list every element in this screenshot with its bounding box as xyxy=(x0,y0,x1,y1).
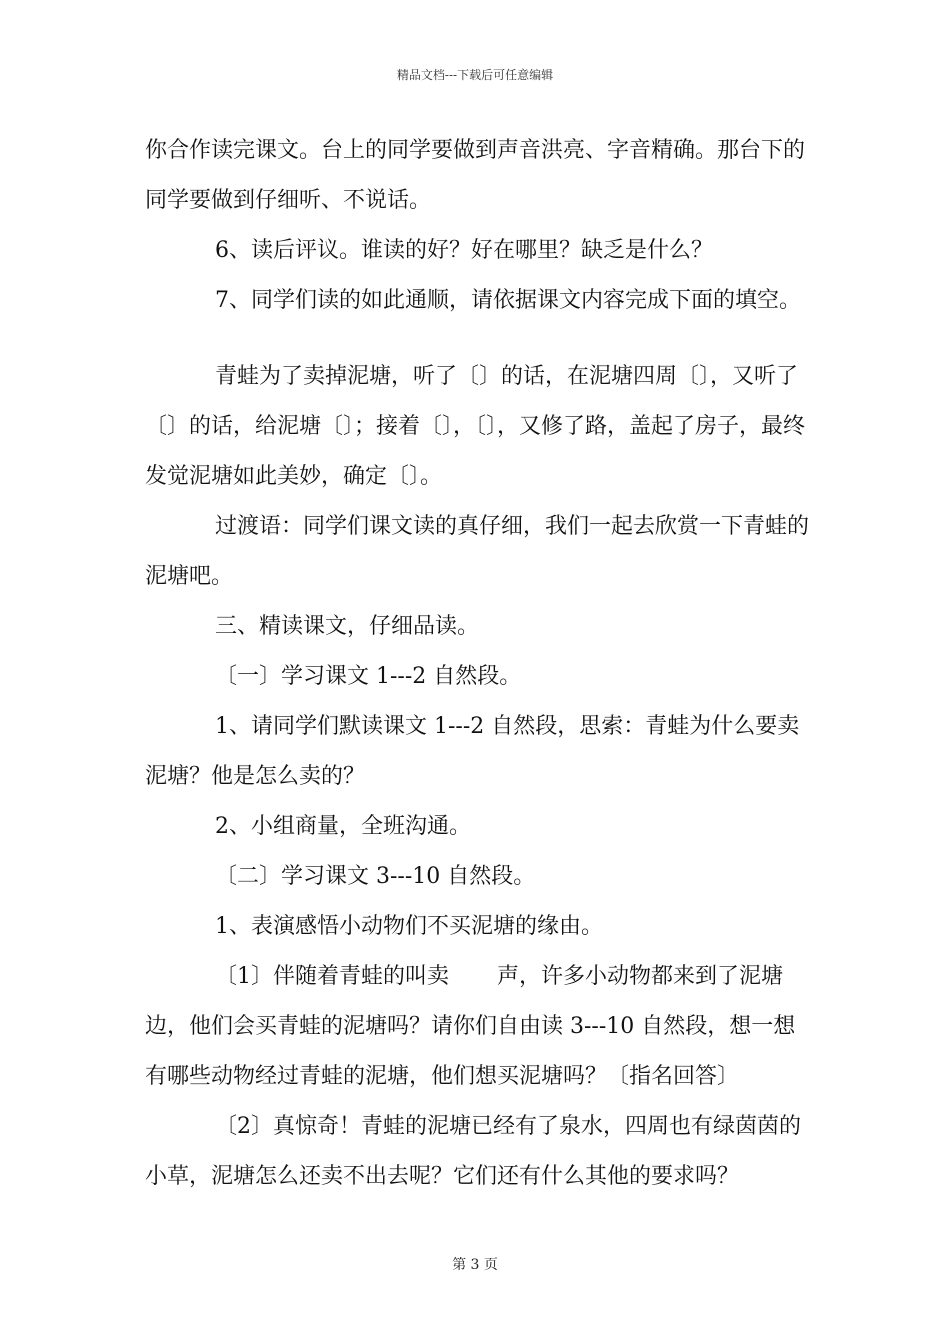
subsection-heading-1: 〔一〕学习课文 1---2 自然段。 xyxy=(215,664,522,689)
blank-line xyxy=(145,326,810,352)
paragraph-question-1 xyxy=(145,952,810,1102)
question-1-start: 〔1〕伴随着青蛙的叫卖 xyxy=(215,964,449,989)
question-1-rest: 声，许多小动物都来到了泥塘边，他们会买青蛙的泥塘吗？请你们自由读 3---10 自然段，想一想有哪些动物经过青蛙的泥塘，他们想买泥塘吗？〔指名回答〕 xyxy=(145,964,796,1089)
paragraph-step-7: 7、同学们读的如此通顺，请依据课文内容完成下面的填空。 xyxy=(215,288,801,313)
subsection-heading-2: 〔二〕学习课文 3---10 自然段。 xyxy=(215,864,536,889)
paragraph-silent-reading: 1、请同学们默读课文 1---2 自然段，思索：青蛙为什么要卖泥塘？他是怎么卖的？ xyxy=(145,714,800,789)
page-number: 第 3 页 xyxy=(452,1257,498,1273)
page-header: 精品文档---下载后可任意编辑 xyxy=(396,68,554,82)
paragraph-step-6: 6、读后评议。谁读的好？好在哪里？缺乏是什么？ xyxy=(215,238,713,263)
paragraph-group-discussion: 2、小组商量，全班沟通。 xyxy=(215,814,471,839)
paragraph-transition: 过渡语：同学们课文读的真仔细，我们一起去欣赏一下青蛙的泥塘吧。 xyxy=(145,514,810,589)
document-body xyxy=(145,126,810,1202)
paragraph-continued: 你合作读完课文。台上的同学要做到声音洪亮、字音精确。那台下的同学要做到仔细听、不说话。 xyxy=(145,138,806,213)
section-heading-3: 三、精读课文，仔细品读。 xyxy=(215,614,480,639)
paragraph-performance: 1、表演感悟小动物们不买泥塘的缘由。 xyxy=(215,914,603,939)
paragraph-fill-in-blank: 青蛙为了卖掉泥塘，听了〔〕的话，在泥塘四周〔〕，又听了〔〕的话，给泥塘〔〕；接着〔〕，〔〕，又修了路，盖起了房子，最终发觉泥塘如此美妙，确定〔〕。 xyxy=(145,364,806,489)
paragraph-question-2: 〔2〕真惊奇！青蛙的泥塘已经有了泉水，四周也有绿茵茵的小草，泥塘怎么还卖不出去呢？它们还有什么其他的要求吗？ xyxy=(145,1114,801,1189)
